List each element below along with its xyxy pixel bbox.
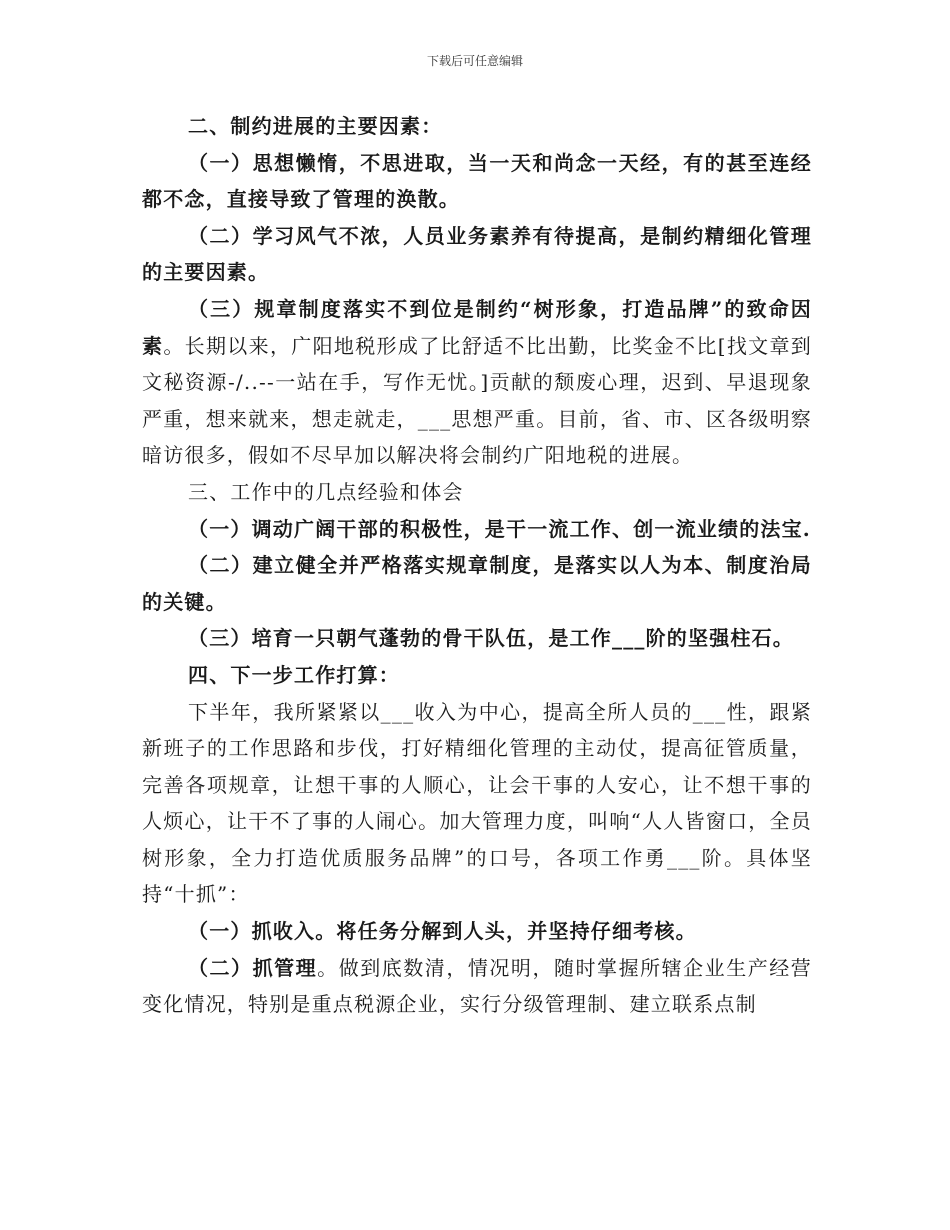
heading-section-3: 三、工作中的几点经验和体会	[188, 479, 464, 504]
heading-section-4: 四、下一步工作打算：	[188, 662, 400, 687]
paragraph: （二）学习风气不浓，人员业务素养有待提高，是制约精细化管理的主要因素。	[142, 223, 812, 285]
paragraph: （三）培育一只朝气蓬勃的骨干队伍，是工作___阶的坚强柱石。	[188, 626, 794, 651]
paragraph: 下半年，我所紧紧以___收入为中心，提高全所人员的___性，跟紧新班子的工作思路和步伐，打好精细化管理的主动仗，提高征管质量，完善各项规章，让想干事的人顺心，让会干事的人安心，让不想干事的人烦心，让干不了事的人闹心。加大管理力度，叫响“人人皆窗口，全员树形象，全力打造优质服务品牌”的口号，各项工作勇___阶。具体坚持“十抓”：	[142, 699, 812, 907]
paragraph: （三）规章制度落实不到位是制约“树形象，打造品牌”的致命因素。长期以来，广阳地税形成了比舒适不比出勤，比奖金不比[找文章到文秘资源-/..--一站在手，写作无忧。]贡献的颓废心理，迟到、早退现象严重，想来就来，想走就走，___思想严重。目前，省、市、区各级明察暗访很多，假如不尽早加以解决将会制约广阳地税的进展。	[142, 296, 812, 468]
page-header: 下载后可任意编辑	[426, 54, 523, 68]
paragraph: （一）调动广阔干部的积极性，是干一流工作、创一流业绩的法宝.	[188, 516, 811, 541]
heading-section-2: 二、制约进展的主要因素：	[188, 114, 443, 138]
paragraph: （一）抓收入。将任务分解到人头，并坚持仔细考核。	[188, 919, 697, 944]
document-body	[142, 108, 812, 1023]
paragraph: （二）建立健全并严格落实规章制度，是落实以人为本、制度治局的关键。	[142, 553, 812, 614]
paragraph: （二）抓管理。做到底数清，情况明，随时掌握所辖企业生产经营变化情况，特别是重点税源企业，实行分级管理制、建立联系点制	[142, 955, 812, 1017]
paragraph: （一）思想懒惰，不思进取，当一天和尚念一天经，有的甚至连经都不念，直接导致了管理的涣散。	[142, 150, 812, 212]
